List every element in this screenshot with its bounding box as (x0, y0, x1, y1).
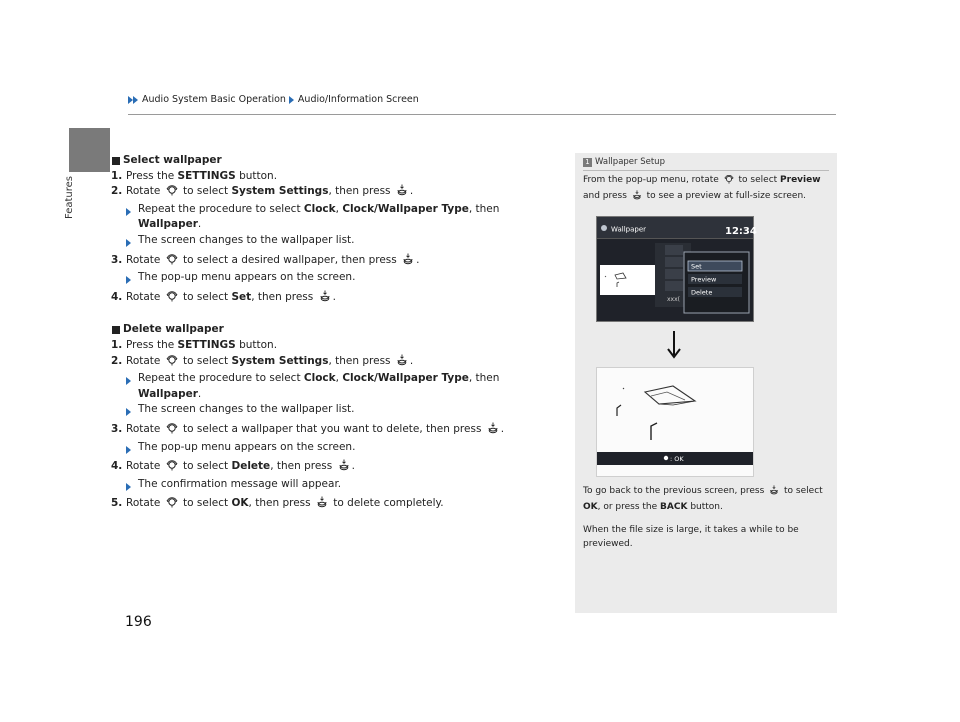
step: 2. Rotate to select System Settings, then press . (111, 354, 571, 372)
selector-knob-icon (166, 184, 178, 202)
press-knob-icon (338, 459, 350, 477)
popup-item-label: Delete (691, 288, 713, 297)
selector-knob-icon (166, 290, 178, 308)
note-paragraph: When the file size is large, it takes a while to be previewed. (583, 525, 799, 549)
press-knob-icon (396, 354, 408, 372)
note-paragraph: To go back to the previous screen, press to select OK, or press the BACK button. (583, 486, 823, 512)
breadcrumb-item[interactable]: Audio/Information Screen (297, 94, 419, 105)
square-bullet-icon (112, 157, 120, 165)
settings-icon (601, 225, 607, 231)
step: 4. Rotate to select Set, then press . (111, 290, 571, 308)
wallpaper-popup-screen (597, 217, 757, 321)
section-label: Features (64, 176, 75, 219)
step: 3. Rotate to select a desired wallpaper, then press . (111, 253, 571, 271)
note-divider (583, 170, 829, 171)
sidebar-note (575, 153, 837, 613)
step: 1. Press the SETTINGS button. (111, 169, 278, 182)
selector-knob-icon (724, 174, 734, 189)
note-number-badge: 1 (583, 158, 592, 167)
header-divider (128, 114, 836, 115)
popup-item-label: Preview (691, 275, 717, 284)
result-arrow-icon (126, 377, 131, 385)
footer-ok-label: : OK (670, 455, 684, 463)
step: 4. Rotate to select Delete, then press . (111, 459, 571, 477)
breadcrumb-arrow-icon (133, 96, 138, 104)
result-arrow-icon (126, 276, 131, 284)
breadcrumb-item[interactable]: Audio System Basic Operation (142, 94, 286, 105)
result-arrow-icon (126, 239, 131, 247)
delete-wallpaper-heading: Delete wallpaper (112, 322, 571, 338)
wallpaper-popup-screenshot (596, 216, 757, 322)
page-number: 196 (125, 614, 152, 630)
step: 5. Rotate to select OK, then press to delete completely. (111, 496, 571, 514)
list-item-fragment: xxx( (667, 296, 680, 303)
press-knob-icon (769, 485, 779, 500)
sub-step: The screen changes to the wallpaper list. (111, 233, 571, 253)
instructions (111, 153, 571, 514)
result-arrow-icon (126, 446, 131, 454)
step: 1. Press the SETTINGS button. (111, 338, 278, 351)
wallpaper-preview-screen (597, 368, 753, 476)
press-knob-icon (632, 190, 642, 205)
breadcrumb (128, 94, 419, 105)
selector-knob-icon (166, 253, 178, 271)
press-knob-icon (402, 253, 414, 271)
sub-step: The screen changes to the wallpaper list. (111, 402, 571, 422)
select-wallpaper-heading: Select wallpaper (112, 153, 571, 169)
sub-step: The pop-up menu appears on the screen. (111, 270, 571, 290)
press-knob-icon (396, 184, 408, 202)
result-arrow-icon (126, 208, 131, 216)
selector-knob-icon (166, 496, 178, 514)
sub-step: Repeat the procedure to select Clock, Clock/Wallpaper Type, then Wallpaper. (111, 202, 571, 233)
press-knob-icon (487, 422, 499, 440)
selector-knob-icon (166, 422, 178, 440)
selector-knob-icon (166, 459, 178, 477)
screen-clock: 12:34 (725, 226, 757, 237)
screen-header-title: Wallpaper (611, 225, 647, 234)
wallpaper-thumbnail (600, 265, 658, 295)
sub-step: The confirmation message will appear. (111, 477, 571, 497)
wallpaper-preview-screenshot (596, 367, 754, 477)
sub-step: Repeat the procedure to select Clock, Clock/Wallpaper Type, then Wallpaper. (111, 371, 571, 402)
down-arrow-icon (664, 329, 684, 361)
press-knob-icon (316, 496, 328, 514)
square-bullet-icon (112, 326, 120, 334)
selector-knob-icon (166, 354, 178, 372)
press-knob-icon (319, 290, 331, 308)
sub-step: The pop-up menu appears on the screen. (111, 440, 571, 460)
section-tab (69, 128, 110, 172)
step: 3. Rotate to select a wallpaper that you want to delete, then press . (111, 422, 571, 440)
result-arrow-icon (126, 408, 131, 416)
step: 2. Rotate to select System Settings, then press . (111, 184, 571, 202)
result-arrow-icon (126, 483, 131, 491)
breadcrumb-arrow-icon (289, 96, 294, 104)
popup-item-label: Set (691, 262, 702, 271)
note-title: 1 Wallpaper Setup (583, 157, 665, 167)
press-knob-icon (664, 456, 668, 460)
note-paragraph: From the pop-up menu, rotate to select Preview and press to see a preview at full-size screen. (583, 173, 831, 205)
